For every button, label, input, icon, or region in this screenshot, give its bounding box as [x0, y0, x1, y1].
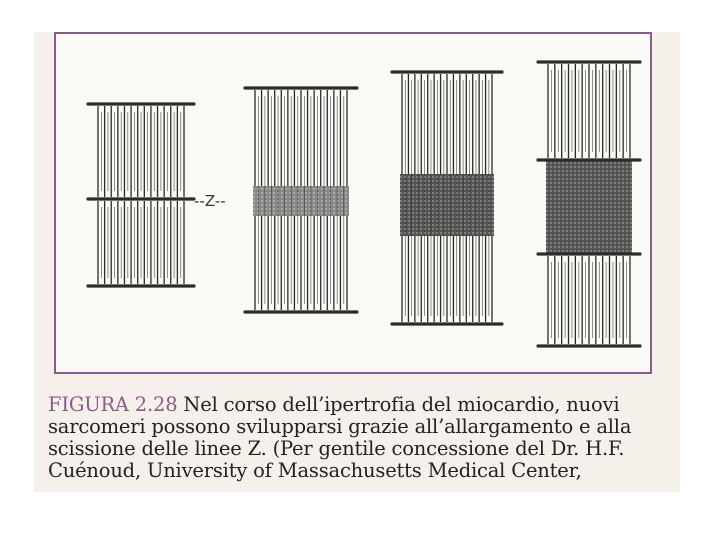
caption-text-1: Nel corso dell’ipertrofia del miocardio, nuovi	[177, 393, 620, 416]
sarcomere-panel-2	[245, 88, 357, 312]
widened-z-band	[400, 174, 494, 236]
figure-caption	[48, 394, 654, 482]
caption-line-1	[48, 394, 654, 416]
caption-line-2: sarcomeri possono svilupparsi grazie all’allargamento e alla	[48, 415, 632, 438]
sarcomere-panel-1	[88, 104, 194, 286]
caption-line-3: scissione delle linee Z. (Per gentile concessione del Dr. H.F.	[48, 437, 625, 460]
sarcomere-panel-4	[538, 62, 640, 346]
scanned-page	[34, 32, 680, 492]
sarcomere-diagram	[56, 34, 654, 376]
caption-line-4: Cuénoud, University of Massachusetts Medical Center,	[48, 459, 582, 482]
caption-figure-label: FIGURA 2.28	[48, 393, 178, 416]
z-line-label: --Z--	[194, 192, 226, 210]
figure-frame	[54, 32, 652, 374]
sarcomere-panel-3	[392, 72, 502, 324]
